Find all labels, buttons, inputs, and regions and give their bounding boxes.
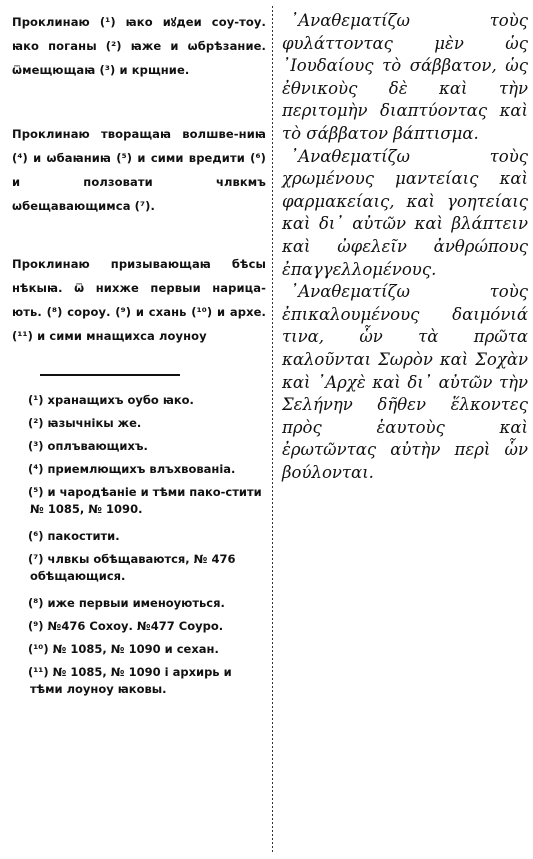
greek-paragraph-1: ᾽Αναθεματίζω τοὺς φυλάττοντας μὲν ὡς ᾽Ιουδαίους τὸ σάββατον, ὡς ἐθνικοὺς δὲ καὶ τὴν περιτομὴν διαπτύοντας καὶ τὸ σάββατον βάπτισμα.: [282, 11, 528, 143]
footnote-3: (³) оплъвающихъ.: [28, 439, 148, 453]
footnote-4: (⁴) приемлющихъ влъхвованіа.: [28, 462, 236, 476]
slavonic-paragraph-2: Проклинаю творащаꙗ волшве-ниꙗ (⁴) и ѡбаꙗниꙗ (⁵) и сими вредити (⁶) и ползовати члвкмъ ѡбещавающимса (⁷).: [12, 127, 266, 213]
slavonic-paragraph-3: Проклинаю призывающаꙗ бѣсы нѣкыꙗ. ѿ нихже первыи нарица-ють. (⁸) сороу. (⁹) и схань (¹⁰) и архе. (¹¹) и сими мнащихса лоуноу: [12, 257, 266, 343]
footnote-1: (¹) хранащихъ оубо ꙗко.: [28, 393, 194, 407]
column-divider: [272, 6, 273, 852]
greek-column: [282, 10, 528, 484]
footnote-6: (⁶) пакостити.: [28, 529, 120, 543]
footnote-10: (¹⁰) № 1085, № 1090 и сехан.: [28, 642, 219, 656]
footnote-11: (¹¹) № 1085, № 1090 і архирь и тѣми лоуноу ꙗковы.: [28, 665, 232, 696]
footnote-8: (⁸) иже первыи именоуються.: [28, 596, 225, 610]
footnote-5: (⁵) и чародѣаніе и тѣми пако-стити № 1085, № 1090.: [28, 485, 262, 516]
footnotes-list: [12, 392, 266, 698]
greek-paragraph-2: ᾽Αναθεματίζω τοὺς χρωμένους μαντείαις καὶ φαρμακείαις, καὶ γοητείαις καὶ δι᾽ αὐτῶν καὶ βλάπτειν καὶ ὠφελεῖν ἀνθρώπους ἐπαγγελλομένους.: [282, 146, 528, 279]
greek-paragraph-3: ᾽Αναθεματίζω τοὺς ἐπικαλουμένους δαιμόνιά τινα, ὧν τὰ πρῶτα καλοῦνται Σωρὸν καὶ Σοχὰν καὶ ᾽Αρχὲ καὶ δι᾽ αὐτῶν τὴν Σελήνην δῆθεν ἕλκοντες πρὸς ἑαυτοὺς καὶ ἐρωτῶντας αὐτὴν περὶ ὧν βούλονται.: [282, 282, 528, 482]
footnote-2: (²) ꙗзычнікы же.: [28, 416, 142, 430]
footnote-9: (⁹) №476 Сохоу. №477 Соуро.: [28, 619, 224, 633]
footnote-separator: [40, 374, 180, 376]
slavonic-paragraph-1: Проклинаю (¹) ꙗко иꙋдеи соу-тоу. ꙗко поганы (²) ꙗже и ѡбрѣзание. ѿмещющаꙗ (³) и крщние.: [12, 15, 266, 77]
slavonic-column: [12, 10, 266, 704]
footnote-7: (⁷) члвкы обѣщаваются, № 476 обѣщающися.: [28, 552, 236, 583]
